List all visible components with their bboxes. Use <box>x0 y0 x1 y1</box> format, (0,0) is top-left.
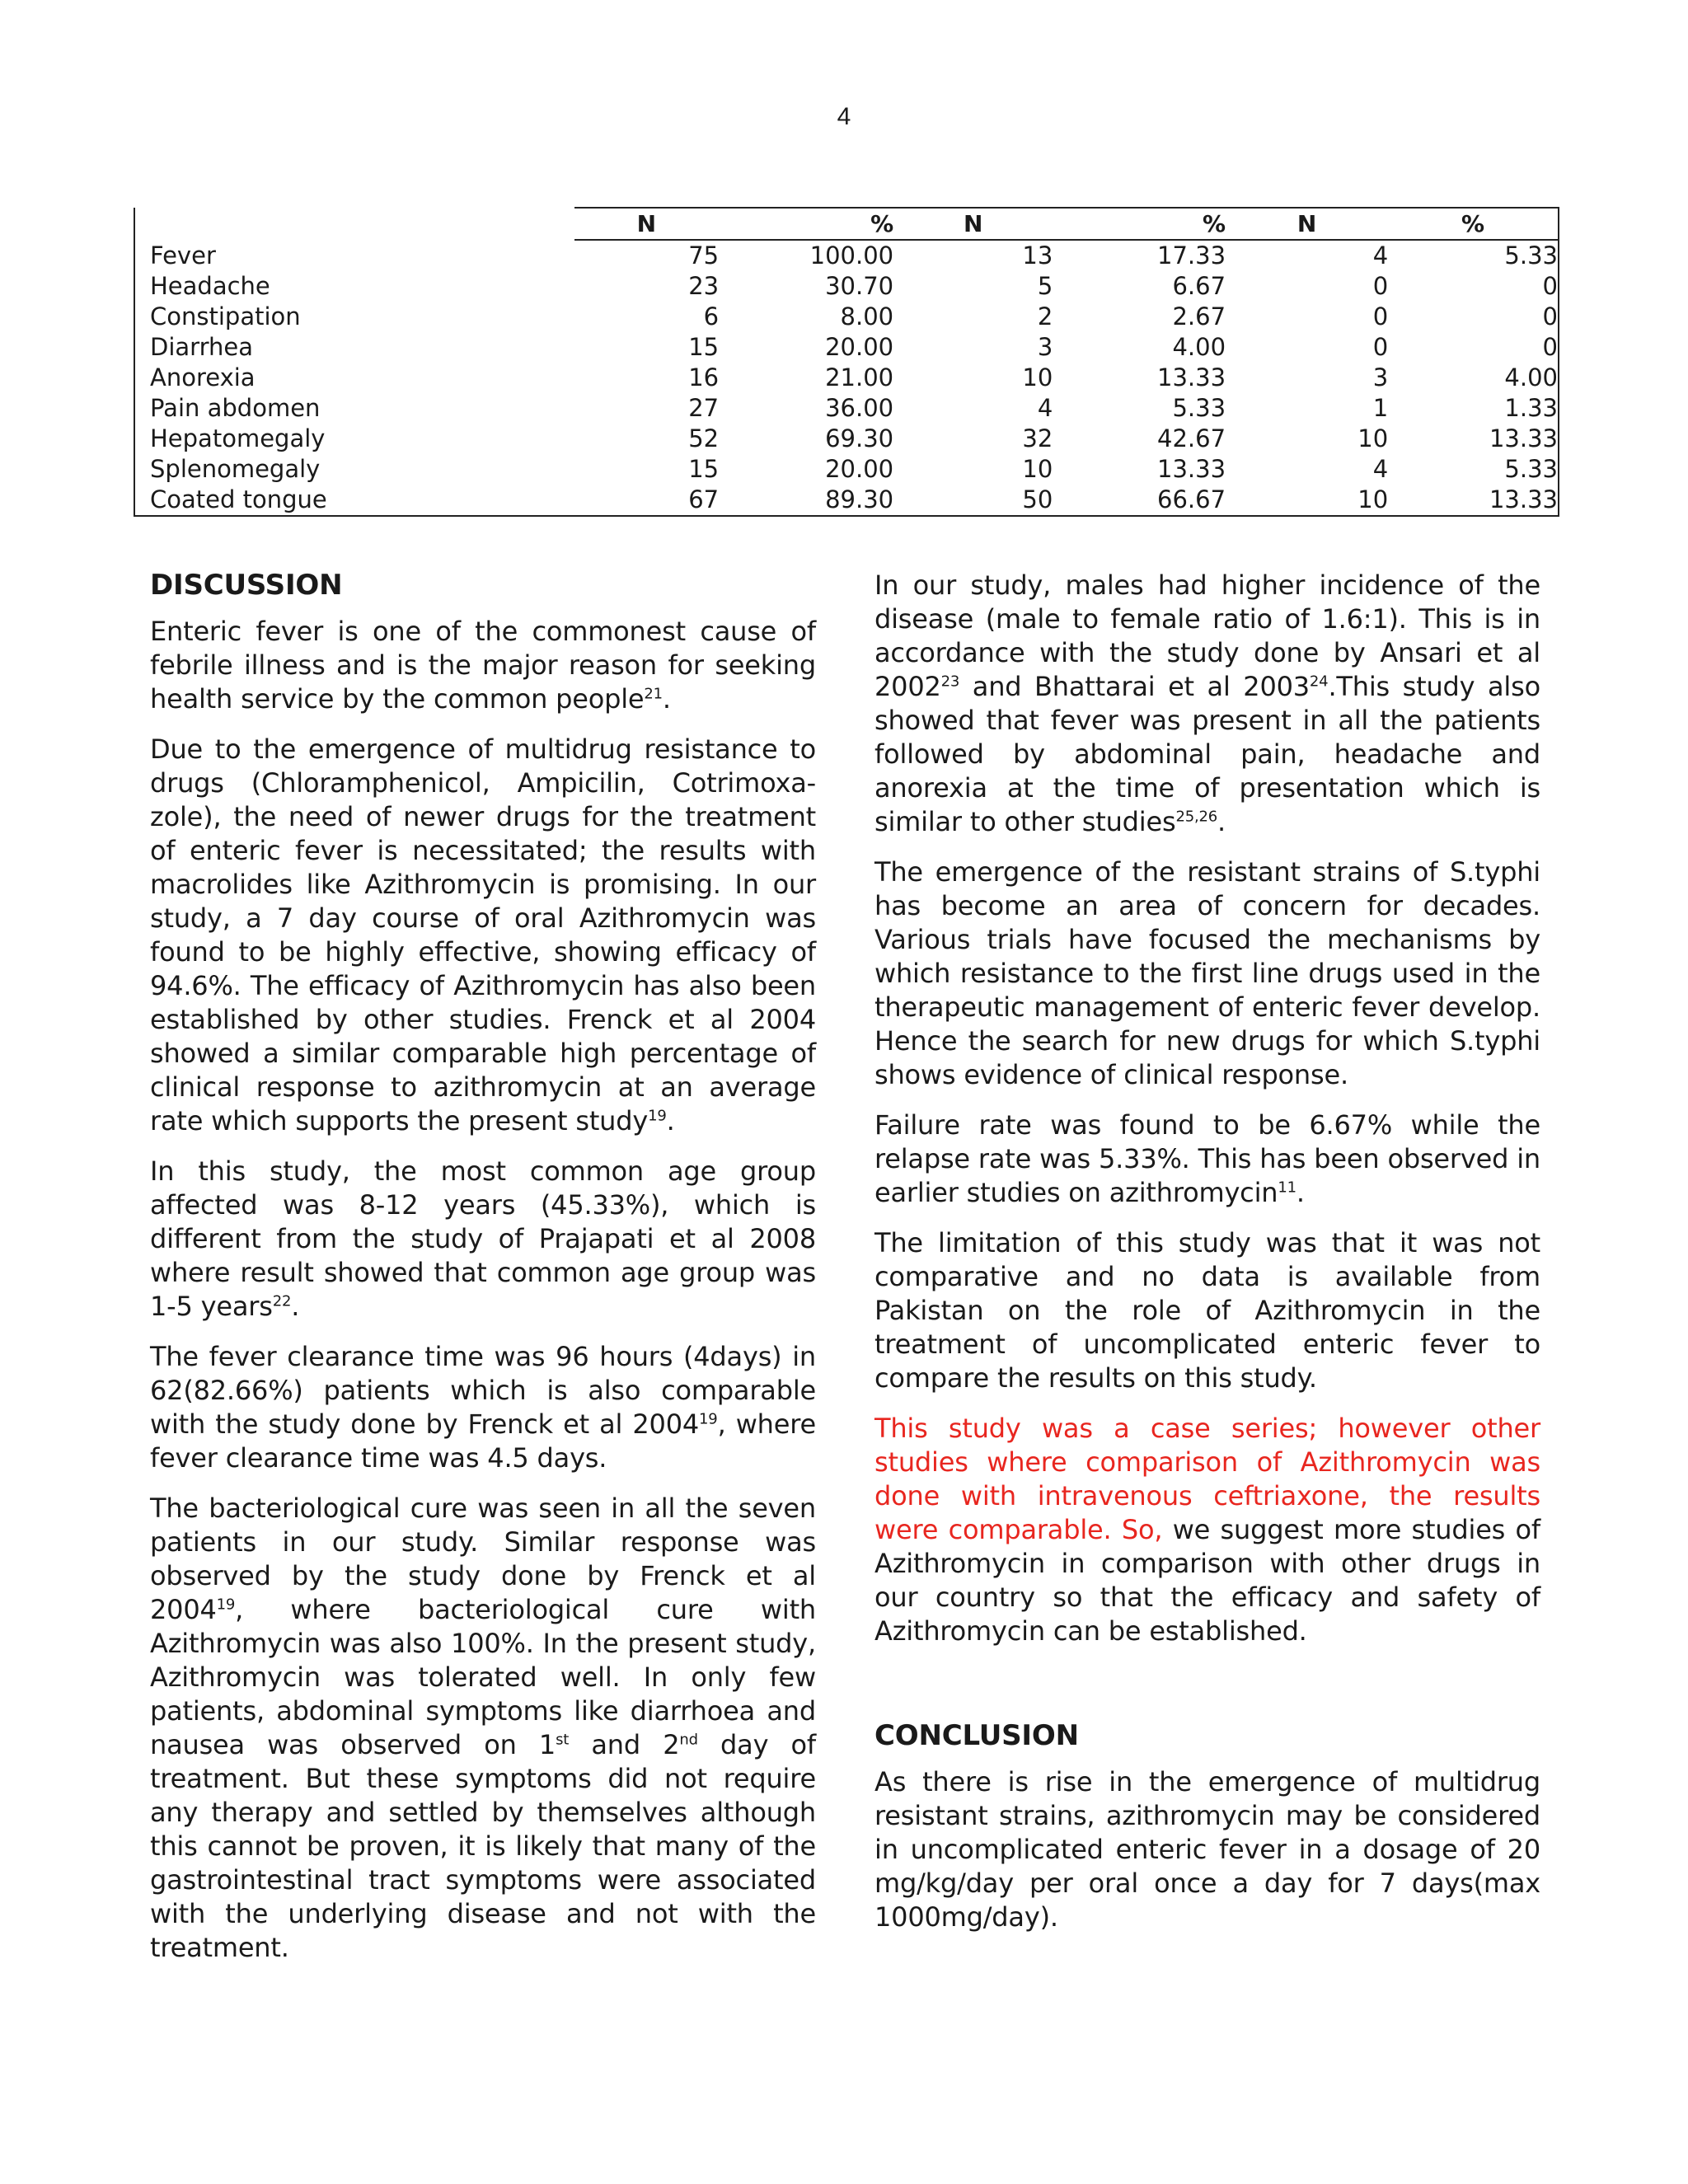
cell-n: 10 <box>1357 485 1389 513</box>
cell-percent: 13.33 <box>1489 424 1558 452</box>
symptoms-table <box>134 207 1559 517</box>
highlighted-paragraph: This study was a case series; however other studies where comparison of Azithromycin was done with intravenous ceftriaxone, the results were comparable. So, we suggest more studies of Azithromycin in comparison with other drugs in our country so that the efficacy and safety of Azithromycin can be established. <box>874 1413 1540 1647</box>
cell-percent: 13.33 <box>1489 485 1558 513</box>
discussion-paragraph: Enteric fever is one of the commonest cause of febrile illness and is the major reason for seeking health service by the common people$^{21}$. <box>150 616 816 715</box>
cell-n: 10 <box>1022 455 1053 483</box>
table-row <box>134 302 1559 332</box>
page-number: 4 <box>837 103 851 130</box>
cell-percent: 69.30 <box>825 424 894 452</box>
header-percent: % <box>1053 208 1226 240</box>
row-label: Fever <box>150 241 216 269</box>
cell-percent: 0 <box>1542 272 1558 300</box>
cell-n: 0 <box>1372 333 1389 361</box>
cell-n: 1 <box>1372 394 1389 422</box>
cell-n: 27 <box>688 394 720 422</box>
cell-n: 15 <box>688 455 720 483</box>
cell-percent: 0 <box>1542 333 1558 361</box>
left-column <box>150 569 816 1981</box>
row-label: Diarrhea <box>150 333 253 361</box>
conclusion-paragraph: As there is rise in the emergence of multidrug resistant strains, azithromycin may be considered in uncomplicated enteric fever in a dosage of 20 mg/kg/day per oral once a day for 7 days(max 1000mg/day). <box>874 1766 1540 1933</box>
cell-n: 2 <box>1037 302 1053 330</box>
row-label: Headache <box>150 272 270 300</box>
cell-percent: 89.30 <box>825 485 894 513</box>
cell-percent: 6.67 <box>1172 272 1226 300</box>
cell-n: 3 <box>1372 363 1389 391</box>
discussion-paragraph: The fever clearance time was 96 hours (4days) in 62(82.66%) patients which is also comparable with the study done by Frenck et al 2004$^{19}$, where fever clearance time was 4.5 days. <box>150 1341 816 1474</box>
table-row <box>134 332 1559 363</box>
conclusion-heading: CONCLUSION <box>874 1719 1079 1752</box>
cell-percent: 30.70 <box>825 272 894 300</box>
cell-n: 6 <box>703 302 720 330</box>
cell-percent: 5.33 <box>1504 455 1558 483</box>
discussion-heading: DISCUSSION <box>150 569 343 602</box>
cell-n: 5 <box>1037 272 1053 300</box>
cell-percent: 4.00 <box>1504 363 1558 391</box>
cell-percent: 20.00 <box>825 333 894 361</box>
row-label: Constipation <box>150 302 301 330</box>
header-n: N <box>574 208 720 240</box>
cell-n: 13 <box>1022 241 1053 269</box>
table-header-blank <box>134 208 574 240</box>
cell-percent: 0 <box>1542 302 1558 330</box>
row-label: Splenomegaly <box>150 455 321 483</box>
discussion-paragraph: The emergence of the resistant strains of S.typhi has become an area of concern for decades. Various trials have focused the mechanisms by which resistance to the first line drugs used in the therapeutic management of enteric fever develop. Hence the search for new drugs for which S.typhi shows evidence of clinical response. <box>874 856 1540 1090</box>
cell-percent: 8.00 <box>840 302 894 330</box>
red-highlight-text: This study was a case series; however other studies where comparison of Azithromycin was done with intravenous ceftriaxone, the results were comparable. So, <box>874 1413 1540 1545</box>
cell-n: 4 <box>1372 241 1389 269</box>
cell-percent: 13.33 <box>1157 455 1226 483</box>
cell-n: 16 <box>688 363 720 391</box>
cell-percent: 2.67 <box>1172 302 1226 330</box>
header-n: N <box>1226 208 1388 240</box>
discussion-paragraph: In this study, the most common age group affected was 8-12 years (45.33%), which is different from the study of Prajapati et al 2008 where result showed that common age group was 1-5 years$^{22}$. <box>150 1155 816 1322</box>
table-row <box>134 454 1559 485</box>
cell-n: 0 <box>1372 302 1389 330</box>
discussion-paragraph: Due to the emergence of multidrug resistance to drugs (Chloramphenicol, Ampicilin, Cotrimoxa-zole), the need of newer drugs for the treatment of enteric fever is necessitated; the results with macrolides like Azithromycin is promising. In our study, a 7 day course of oral Azithromycin was found to be highly effective, showing efficacy of 94.6%. The efficacy of Azithromycin has also been established by other studies. Frenck et al 2004 showed a similar comparable high percentage of clinical response to azithromycin at an average rate which supports the present study$^{19}$. <box>150 733 816 1137</box>
header-percent: % <box>719 208 893 240</box>
cell-percent: 4.00 <box>1172 333 1226 361</box>
table-row <box>134 240 1559 271</box>
row-label: Anorexia <box>150 363 256 391</box>
cell-n: 23 <box>688 272 720 300</box>
cell-n: 4 <box>1037 394 1053 422</box>
discussion-paragraph: In our study, males had higher incidence of the disease (male to female ratio of 1.6:1). This is in accordance with the study done by Ansari et al 2002$^{23}$ and Bhattarai et al 2003$^{24}$.This study also showed that fever was present in all the patients followed by abdominal pain, headache and anorexia at the time of presentation which is similar to other studies$^{25,26}$. <box>874 569 1540 837</box>
cell-n: 10 <box>1357 424 1389 452</box>
table-row <box>134 363 1559 393</box>
table-row <box>134 485 1559 516</box>
table-row <box>134 393 1559 424</box>
cell-percent: 36.00 <box>825 394 894 422</box>
cell-n: 32 <box>1022 424 1053 452</box>
cell-n: 10 <box>1022 363 1053 391</box>
row-label: Coated tongue <box>150 485 327 513</box>
table-row <box>134 271 1559 302</box>
cell-percent: 5.33 <box>1504 241 1558 269</box>
cell-percent: 13.33 <box>1157 363 1226 391</box>
cell-percent: 66.67 <box>1157 485 1226 513</box>
discussion-paragraph: The limitation of this study was that it was not comparative and no data is available from Pakistan on the role of Azithromycin in the treatment of uncomplicated enteric fever to compare the results on this study. <box>874 1227 1540 1394</box>
cell-n: 52 <box>688 424 720 452</box>
cell-n: 75 <box>688 241 720 269</box>
cell-n: 50 <box>1022 485 1053 513</box>
header-n: N <box>893 208 1053 240</box>
row-label: Hepatomegaly <box>150 424 326 452</box>
cell-percent: 21.00 <box>825 363 894 391</box>
cell-n: 4 <box>1372 455 1389 483</box>
table-header-row <box>134 208 1559 240</box>
cell-percent: 5.33 <box>1172 394 1226 422</box>
cell-percent: 20.00 <box>825 455 894 483</box>
cell-n: 0 <box>1372 272 1389 300</box>
row-label: Pain abdomen <box>150 394 321 422</box>
cell-n: 3 <box>1037 333 1053 361</box>
right-column <box>874 569 1540 1951</box>
cell-percent: 17.33 <box>1157 241 1226 269</box>
header-percent: % <box>1388 208 1559 240</box>
table-row <box>134 424 1559 454</box>
cell-percent: 100.00 <box>809 241 894 269</box>
cell-percent: 42.67 <box>1157 424 1226 452</box>
discussion-paragraph: The bacteriological cure was seen in all the seven patients in our study. Similar response was observed by the study done by Frenck et al 2004$^{19}$, where bacteriological cure with Azithromycin was also 100%. In the present study, Azithromycin was tolerated well. In only few patients, abdominal symptoms like diarrhoea and nausea was observed on 1st and 2nd day of treatment. But these symptoms did not require any therapy and settled by themselves although this cannot be proven, it is likely that many of the gastrointestinal tract symptoms were associated with the underlying disease and not with the treatment. <box>150 1493 816 1963</box>
cell-n: 67 <box>688 485 720 513</box>
cell-n: 15 <box>688 333 720 361</box>
cell-percent: 1.33 <box>1504 394 1558 422</box>
discussion-paragraph: Failure rate was found to be 6.67% while the relapse rate was 5.33%. This has been observed in earlier studies on azithromycin$^{11}$. <box>874 1109 1540 1208</box>
